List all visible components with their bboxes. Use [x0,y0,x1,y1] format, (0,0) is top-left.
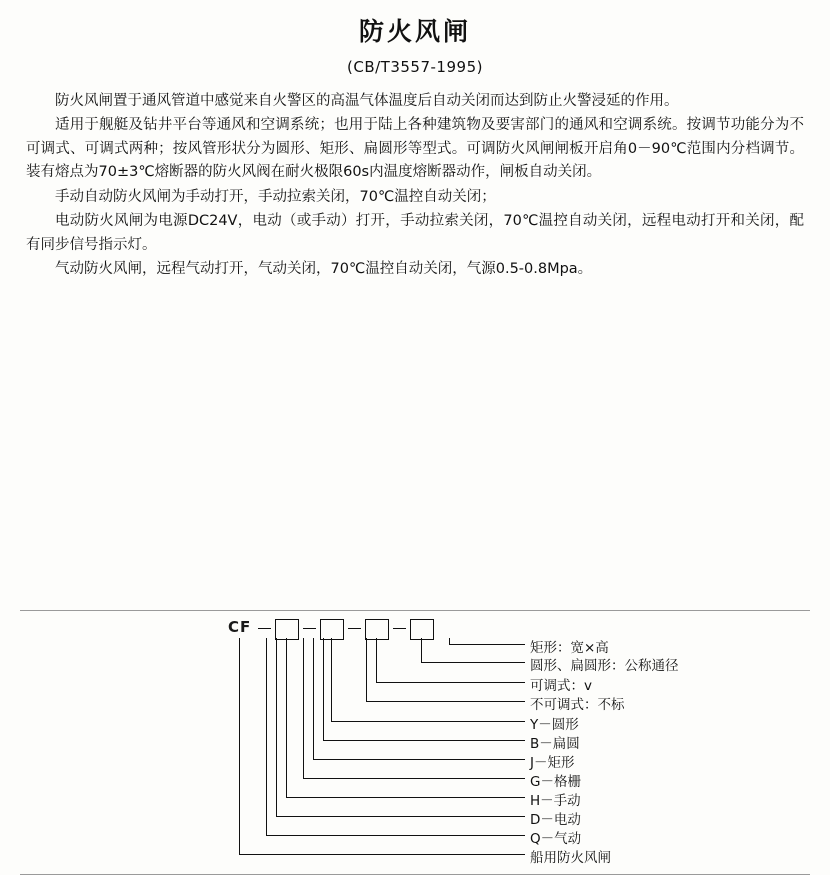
leader-v-4a [286,638,287,797]
leader-h-8 [303,778,525,779]
leader-v-3a [331,638,332,721]
code-box-1 [275,619,299,640]
paragraph-3: 手动自动防火风闸为手动打开，手动拉索关闭，70℃温控自动关闭； [55,188,496,205]
page-title: 防火风闸 [358,17,471,46]
legend-item-8: G－格栅 [530,773,581,790]
legend-item-7: J－矩形 [530,754,575,771]
legend-item-6: B－扁圆 [530,735,580,752]
leader-v-4b [276,638,277,816]
leader-h-12 [239,854,525,855]
legend-item-4: 不可调式：不标 [530,696,625,713]
leader-v-2a [376,638,377,682]
paragraph-2: 适用于舰艇及钻井平台等通风和空调系统；也用于陆上各种建筑物及要害部门的通风和空调系统。按调节功能分为不可调式、可调式两种；按风管形状分为圆形、矩形、扁圆形等型式。可调防火风闸闸板开启角0－90℃范围内分档调节。装有熔点为70±3℃熔断器的防火风阀在耐火极限60s内温度熔断器动作，闸板自动关闭。 [26,117,804,181]
leader-v-5 [239,638,240,854]
code-box-2 [320,619,344,640]
leader-h-1 [449,644,525,645]
paragraph-1: 防火风闸置于通风管道中感觉来自火警区的高温气体温度后自动关闭而达到防止火警浸延的作用。 [55,93,679,109]
legend-item-12: 船用防火风闸 [530,849,611,866]
dash-3 [348,628,361,629]
dash-2 [303,628,316,629]
legend-item-1: 矩形：宽×高 [530,639,609,656]
leader-h-2 [421,662,525,663]
leader-v-2b [366,638,367,701]
model-code-diagram [0,296,830,866]
code-prefix: CF [228,617,252,636]
code-box-3 [365,619,389,640]
leader-v-3d [303,638,304,778]
leader-v-1b [421,638,422,662]
leader-h-7 [313,759,525,760]
body-text [26,90,804,282]
leader-h-11 [266,835,525,836]
leader-h-5 [331,721,525,722]
leader-h-10 [276,816,525,817]
legend-item-2: 圆形、扁圆形：公称通径 [530,657,679,674]
legend-item-3: 可调式：v [530,677,592,694]
legend-item-9: H－手动 [530,792,581,809]
leader-h-3 [376,682,525,683]
dash-1 [258,628,271,629]
leader-v-4c [266,638,267,835]
paragraph-4: 电动防火风闸为电源DC24V，电动（或手动）打开，手动拉索关闭，70℃温控自动关闭，远程电动打开和关闭，配有同步信号指示灯。 [26,213,804,253]
leader-h-4 [366,701,525,702]
legend-item-5: Y－圆形 [530,716,579,733]
leader-h-6 [323,740,525,741]
dash-4 [393,628,406,629]
code-box-4 [410,619,434,640]
leader-v-3b [323,638,324,740]
leader-v-3c [313,638,314,759]
legend-item-11: Q－气动 [530,830,582,847]
paragraph-5: 气动防火风闸，远程气动打开，气动关闭，70℃温控自动关闭，气源0.5-0.8Mpa。 [55,261,593,278]
document-page [0,12,830,866]
rule-top [20,610,810,611]
leader-h-9 [286,797,525,798]
standard-code: (CB/T3557-1995) [347,58,483,76]
legend-item-10: D－电动 [530,811,581,828]
